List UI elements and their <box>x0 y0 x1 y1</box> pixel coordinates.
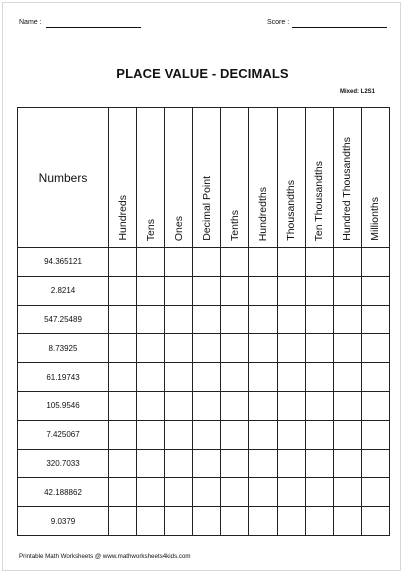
column-header-label: Millionths <box>369 197 382 241</box>
numbers-header: Numbers <box>18 108 109 248</box>
column-header <box>165 108 193 248</box>
table-row <box>18 391 390 420</box>
answer-cell[interactable] <box>333 507 361 536</box>
answer-cell[interactable] <box>193 478 221 507</box>
answer-cell[interactable] <box>333 276 361 305</box>
answer-cell[interactable] <box>109 478 137 507</box>
answer-cell[interactable] <box>137 449 165 478</box>
answer-cell[interactable] <box>193 449 221 478</box>
answer-cell[interactable] <box>305 478 333 507</box>
column-header-label: Hundreds <box>116 195 129 241</box>
answer-cell[interactable] <box>333 363 361 392</box>
answer-cell[interactable] <box>193 276 221 305</box>
table-header-row <box>18 108 390 248</box>
answer-cell[interactable] <box>277 363 305 392</box>
answer-cell[interactable] <box>277 449 305 478</box>
answer-cell[interactable] <box>277 420 305 449</box>
column-header-label: Tenths <box>228 210 241 241</box>
column-header-label: Thousandths <box>285 180 298 241</box>
column-header-label: Hundredths <box>257 186 270 241</box>
column-header <box>305 108 333 248</box>
column-header-label: Decimal Point <box>200 176 213 241</box>
answer-cell[interactable] <box>193 507 221 536</box>
answer-cell[interactable] <box>361 449 389 478</box>
answer-cell[interactable] <box>305 507 333 536</box>
number-cell: 61.19743 <box>18 363 109 392</box>
answer-cell[interactable] <box>249 420 277 449</box>
answer-cell[interactable] <box>109 305 137 334</box>
answer-cell[interactable] <box>361 507 389 536</box>
table-row <box>18 248 390 277</box>
answer-cell[interactable] <box>361 334 389 363</box>
answer-cell[interactable] <box>109 363 137 392</box>
number-cell: 320.7033 <box>18 449 109 478</box>
answer-cell[interactable] <box>221 276 249 305</box>
name-line[interactable] <box>46 27 141 28</box>
answer-cell[interactable] <box>193 305 221 334</box>
score-label: Score : <box>267 19 290 26</box>
answer-cell[interactable] <box>221 420 249 449</box>
table-row <box>18 420 390 449</box>
answer-cell[interactable] <box>305 276 333 305</box>
answer-cell[interactable] <box>137 334 165 363</box>
answer-cell[interactable] <box>305 305 333 334</box>
answer-cell[interactable] <box>277 478 305 507</box>
name-field[interactable] <box>19 19 42 26</box>
table-row <box>18 507 390 536</box>
answer-cell[interactable] <box>109 391 137 420</box>
answer-cell[interactable] <box>165 248 193 277</box>
answer-cell[interactable] <box>333 334 361 363</box>
worksheet-code: Mixed: L2S1 <box>339 89 375 95</box>
answer-cell[interactable] <box>277 248 305 277</box>
number-cell: 2.8214 <box>18 276 109 305</box>
answer-cell[interactable] <box>249 363 277 392</box>
worksheet-title: PLACE VALUE - DECIMALS <box>116 66 289 81</box>
answer-cell[interactable] <box>249 449 277 478</box>
answer-cell[interactable] <box>305 334 333 363</box>
table-row <box>18 478 390 507</box>
answer-cell[interactable] <box>249 334 277 363</box>
number-cell: 42.188862 <box>18 478 109 507</box>
number-cell: 7.425067 <box>18 420 109 449</box>
answer-cell[interactable] <box>109 248 137 277</box>
name-label: Name : <box>19 19 42 26</box>
answer-cell[interactable] <box>165 391 193 420</box>
answer-cell[interactable] <box>137 363 165 392</box>
answer-cell[interactable] <box>165 363 193 392</box>
table-row <box>18 334 390 363</box>
answer-cell[interactable] <box>137 248 165 277</box>
answer-cell[interactable] <box>221 305 249 334</box>
answer-cell[interactable] <box>221 391 249 420</box>
answer-cell[interactable] <box>109 420 137 449</box>
answer-cell[interactable] <box>249 507 277 536</box>
answer-cell[interactable] <box>333 478 361 507</box>
answer-cell[interactable] <box>165 276 193 305</box>
answer-cell[interactable] <box>165 449 193 478</box>
answer-cell[interactable] <box>165 507 193 536</box>
answer-cell[interactable] <box>193 391 221 420</box>
answer-cell[interactable] <box>249 248 277 277</box>
answer-cell[interactable] <box>249 276 277 305</box>
answer-cell[interactable] <box>305 449 333 478</box>
answer-cell[interactable] <box>277 276 305 305</box>
score-field[interactable] <box>267 19 289 26</box>
answer-cell[interactable] <box>361 363 389 392</box>
answer-cell[interactable] <box>277 305 305 334</box>
column-header <box>277 108 305 248</box>
answer-cell[interactable] <box>305 420 333 449</box>
answer-cell[interactable] <box>277 391 305 420</box>
answer-cell[interactable] <box>221 449 249 478</box>
number-cell: 105.9546 <box>18 391 109 420</box>
answer-cell[interactable] <box>221 507 249 536</box>
answer-cell[interactable] <box>361 305 389 334</box>
answer-cell[interactable] <box>249 478 277 507</box>
table-row <box>18 305 390 334</box>
column-header-label: Ones <box>172 215 185 241</box>
answer-cell[interactable] <box>305 363 333 392</box>
footer-credit: Printable Math Worksheets @ www.mathworksheets4kids.com <box>19 553 191 560</box>
answer-cell[interactable] <box>193 334 221 363</box>
answer-cell[interactable] <box>305 248 333 277</box>
answer-cell[interactable] <box>109 449 137 478</box>
answer-cell[interactable] <box>333 391 361 420</box>
answer-cell[interactable] <box>361 248 389 277</box>
answer-cell[interactable] <box>137 305 165 334</box>
answer-cell[interactable] <box>193 248 221 277</box>
answer-cell[interactable] <box>277 507 305 536</box>
place-value-table <box>17 107 390 536</box>
answer-cell[interactable] <box>249 305 277 334</box>
answer-cell[interactable] <box>361 478 389 507</box>
answer-cell[interactable] <box>361 420 389 449</box>
number-cell: 9.0379 <box>18 507 109 536</box>
answer-cell[interactable] <box>221 334 249 363</box>
answer-cell[interactable] <box>333 449 361 478</box>
column-header <box>249 108 277 248</box>
answer-cell[interactable] <box>109 276 137 305</box>
answer-cell[interactable] <box>137 478 165 507</box>
column-header <box>333 108 361 248</box>
table-row <box>18 363 390 392</box>
table-row <box>18 276 390 305</box>
answer-cell[interactable] <box>305 391 333 420</box>
column-header <box>361 108 389 248</box>
answer-cell[interactable] <box>333 420 361 449</box>
score-line[interactable] <box>292 27 387 28</box>
number-cell: 94.365121 <box>18 248 109 277</box>
answer-cell[interactable] <box>165 305 193 334</box>
answer-cell[interactable] <box>361 276 389 305</box>
answer-cell[interactable] <box>221 363 249 392</box>
answer-cell[interactable] <box>333 305 361 334</box>
answer-cell[interactable] <box>249 391 277 420</box>
answer-cell[interactable] <box>221 248 249 277</box>
answer-cell[interactable] <box>165 334 193 363</box>
column-header-label: Tens <box>144 218 157 241</box>
answer-cell[interactable] <box>137 420 165 449</box>
column-header-label: Ten Thousandths <box>313 160 326 241</box>
answer-cell[interactable] <box>109 334 137 363</box>
answer-cell[interactable] <box>193 420 221 449</box>
column-header <box>221 108 249 248</box>
answer-cell[interactable] <box>193 363 221 392</box>
answer-cell[interactable] <box>361 391 389 420</box>
column-header <box>193 108 221 248</box>
answer-cell[interactable] <box>137 276 165 305</box>
answer-cell[interactable] <box>109 507 137 536</box>
answer-cell[interactable] <box>277 334 305 363</box>
answer-cell[interactable] <box>137 507 165 536</box>
column-header <box>137 108 165 248</box>
number-cell: 8.73925 <box>18 334 109 363</box>
number-cell: 547.25489 <box>18 305 109 334</box>
column-header-label: Hundred Thousandths <box>341 137 354 241</box>
column-header <box>109 108 137 248</box>
answer-cell[interactable] <box>165 420 193 449</box>
answer-cell[interactable] <box>165 478 193 507</box>
answer-cell[interactable] <box>221 478 249 507</box>
answer-cell[interactable] <box>333 248 361 277</box>
answer-cell[interactable] <box>137 391 165 420</box>
table-row <box>18 449 390 478</box>
